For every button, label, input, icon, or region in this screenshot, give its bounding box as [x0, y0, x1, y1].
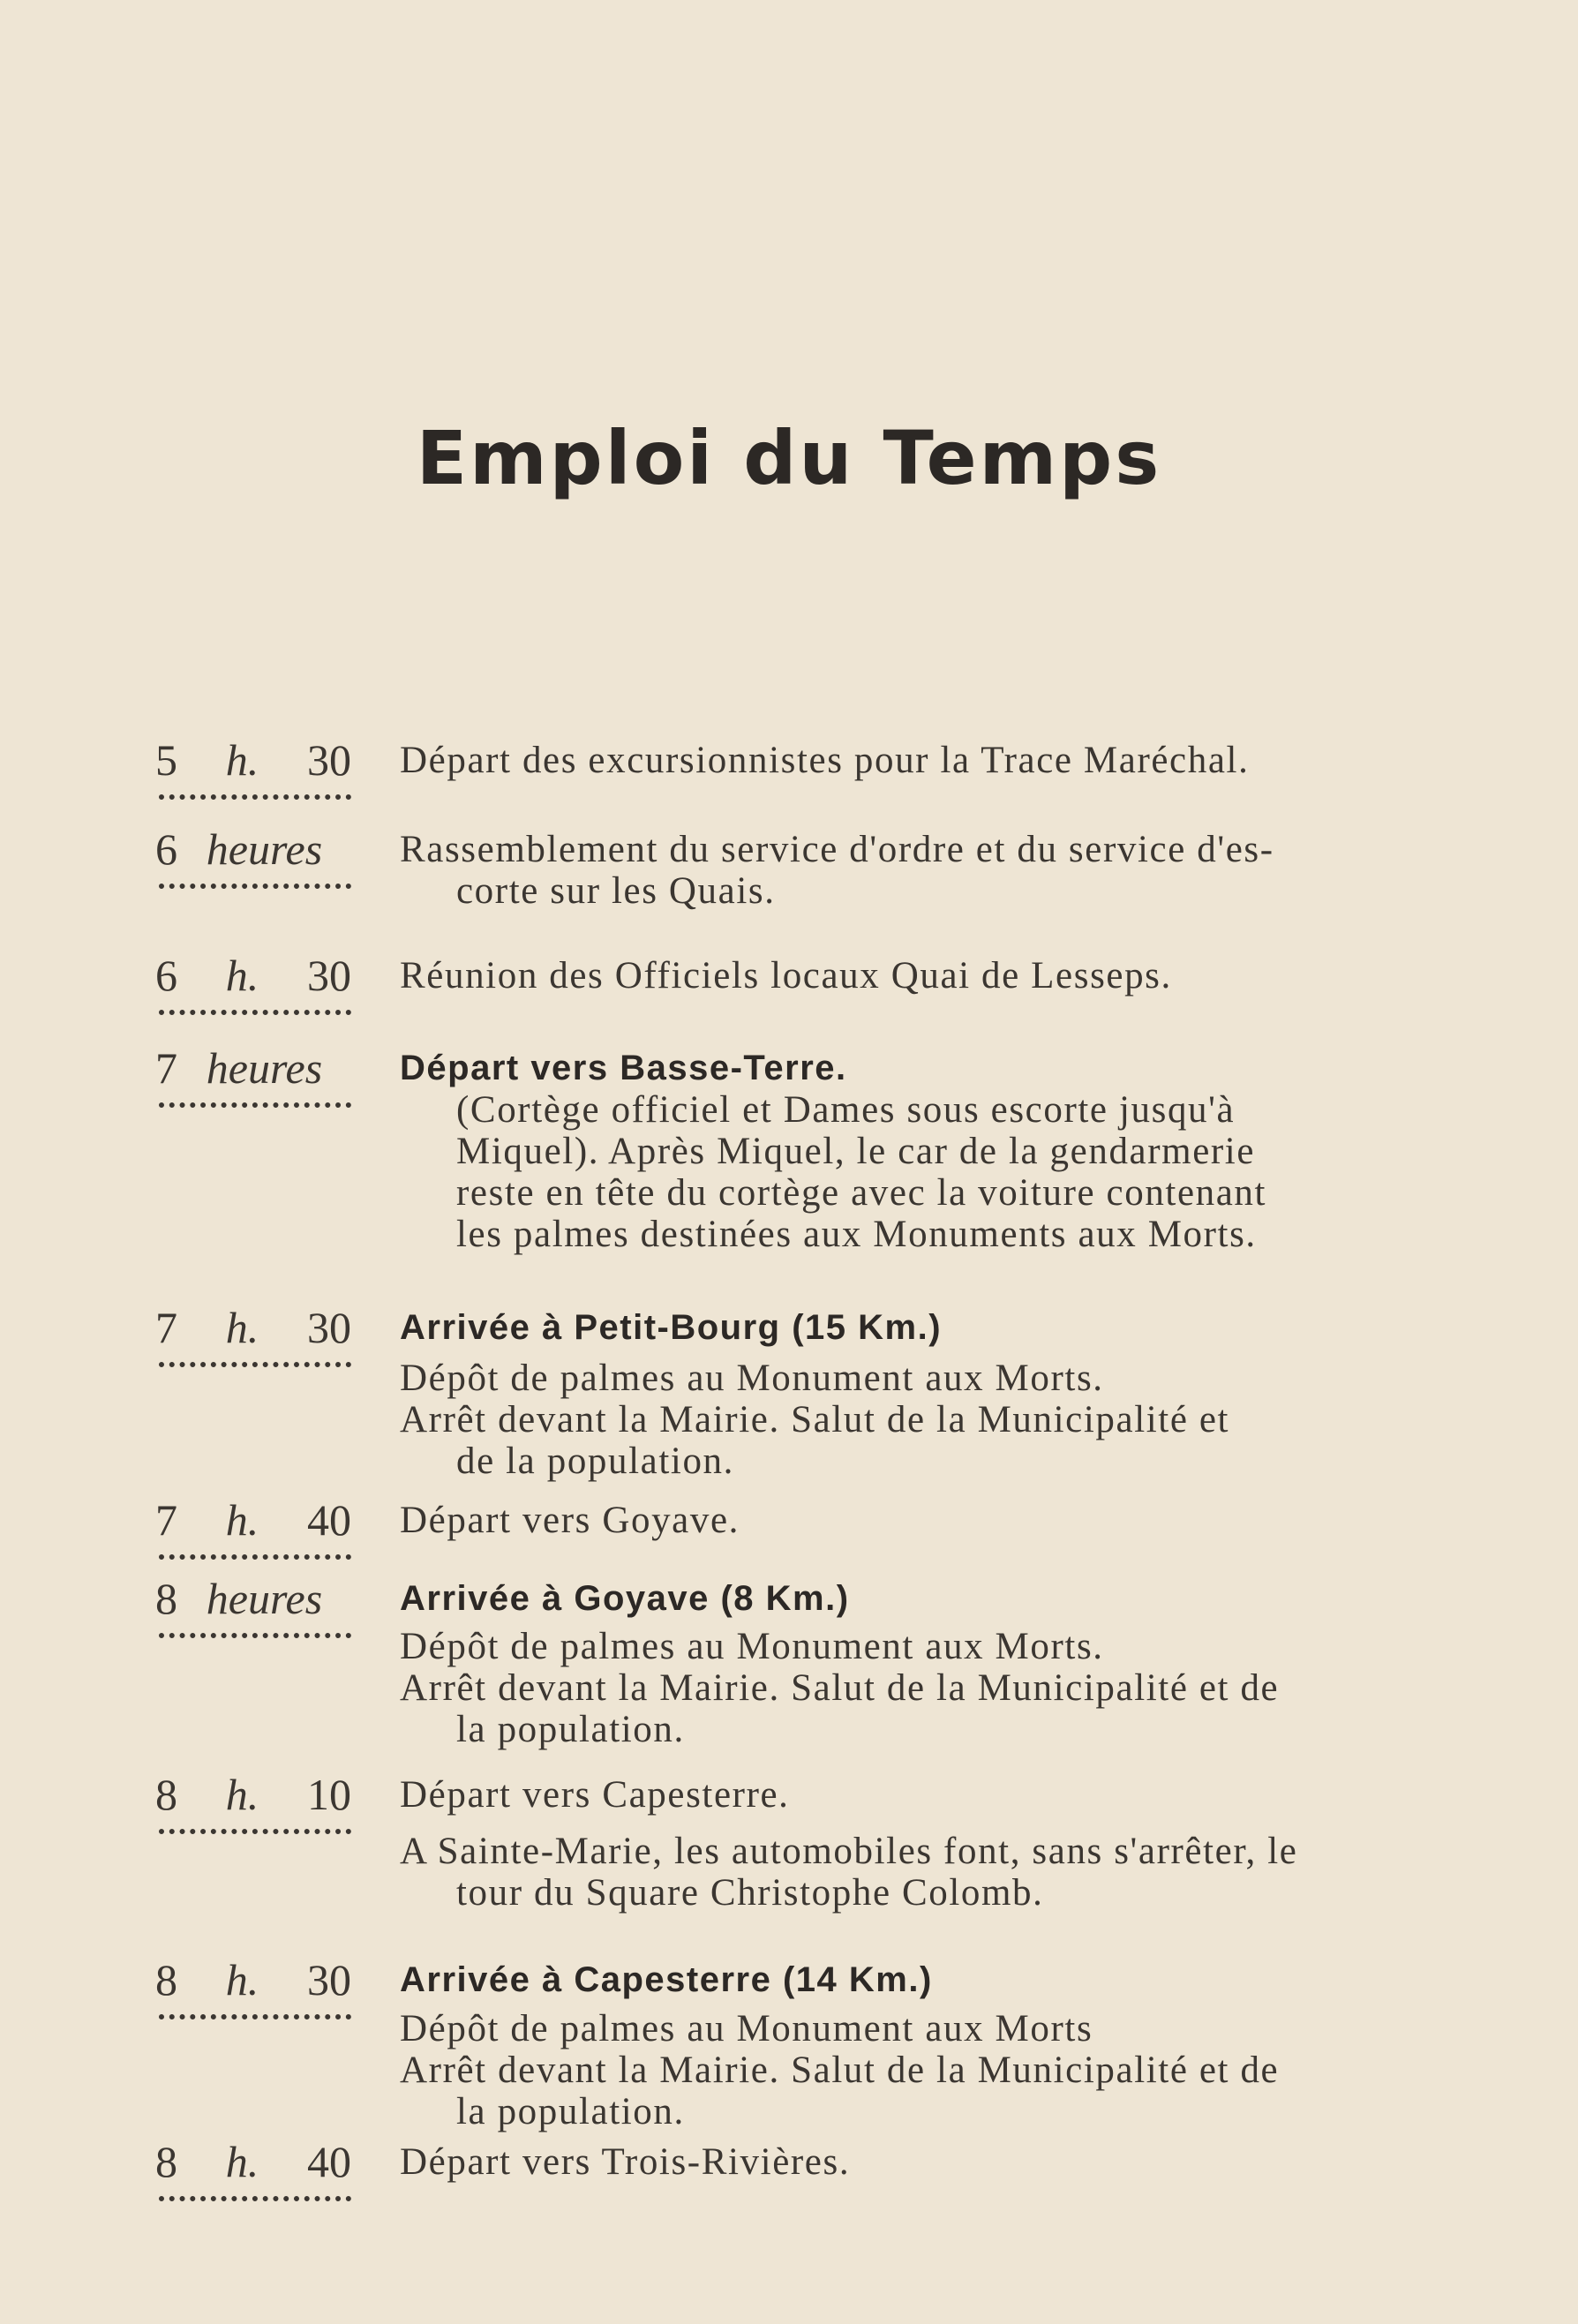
hour: 8: [155, 2137, 177, 2186]
text-line: A Sainte-Marie, les automobiles font, sans s'arrêter, le: [400, 1831, 1298, 1872]
text-line: Dépôt de palmes au Monument aux Morts: [400, 2008, 1093, 2049]
text-line: reste en tête du cortège avec la voiture contenant: [456, 1172, 1267, 1214]
hour: 8: [155, 1574, 177, 1623]
entry-heading: Départ vers Basse-Terre.: [400, 1049, 847, 1087]
unit: h.: [225, 2137, 259, 2186]
hour: 6: [155, 824, 177, 874]
unit: h.: [225, 1770, 259, 1819]
time-label: [155, 2137, 351, 2186]
dotted-rule: [159, 884, 351, 889]
time-label: [155, 1574, 351, 1623]
time-label: [155, 1955, 351, 2004]
hour: 8: [155, 1955, 177, 2004]
dotted-rule: [159, 2014, 351, 2019]
entry-text: [400, 829, 1371, 912]
dotted-rule: [159, 1362, 351, 1367]
unit: heures: [206, 824, 323, 874]
entry-text: [400, 1774, 1371, 1914]
text-line: Rassemblement du service d'ordre et du service d'es-: [400, 829, 1274, 870]
text-line: les palmes destinées aux Monuments aux Morts.: [456, 1214, 1257, 1255]
minutes: 10: [307, 1770, 351, 1819]
text-line: Arrêt devant la Mairie. Salut de la Municipalité et de: [400, 2049, 1280, 2091]
time-label: [155, 1770, 351, 1819]
entry-text: [400, 1048, 1371, 1255]
entry-text: [400, 955, 1371, 997]
entry-text: [400, 1307, 1371, 1482]
text-line: Miquel). Après Miquel, le car de la gendarmerie: [456, 1131, 1256, 1172]
text-line: Dépôt de palmes au Monument aux Morts.: [400, 1358, 1104, 1399]
text-line: Arrêt devant la Mairie. Salut de la Municipalité et de: [400, 1667, 1280, 1709]
unit: h.: [225, 1955, 259, 2004]
text-line: (Cortège officiel et Dames sous escorte jusqu'à: [456, 1089, 1236, 1131]
hour: 6: [155, 951, 177, 1000]
hour: 8: [155, 1770, 177, 1819]
unit: heures: [206, 1043, 323, 1093]
dotted-rule: [159, 2196, 351, 2201]
page-title: Emploi du Temps: [416, 415, 1162, 501]
unit: h.: [225, 1495, 259, 1545]
dotted-rule: [159, 1633, 351, 1638]
text-line: la population.: [456, 1709, 685, 1750]
text-line: la population.: [456, 2091, 685, 2132]
minutes: 40: [307, 2137, 351, 2186]
text-line: Départ des excursionnistes pour la Trace Maréchal.: [400, 740, 1250, 781]
text-line: de la population.: [456, 1440, 734, 1482]
minutes: 30: [307, 735, 351, 785]
entry-text: [400, 740, 1371, 781]
minutes: 30: [307, 1955, 351, 2004]
dotted-rule: [159, 1554, 351, 1560]
entry-text: [400, 1500, 1371, 1541]
dotted-rule: [159, 794, 351, 800]
entry-heading: Arrivée à Petit-Bourg (15 Km.): [400, 1308, 943, 1347]
dotted-rule: [159, 1829, 351, 1834]
hour: 7: [155, 1303, 177, 1352]
text-line: Arrêt devant la Mairie. Salut de la Municipalité et: [400, 1399, 1230, 1440]
unit: h.: [225, 735, 259, 785]
unit: heures: [206, 1574, 323, 1623]
text-line: corte sur les Quais.: [456, 870, 776, 912]
time-label: [155, 1043, 351, 1093]
time-label: [155, 951, 351, 1000]
minutes: 40: [307, 1495, 351, 1545]
hour: 7: [155, 1043, 177, 1093]
entry-text: [400, 1578, 1371, 1750]
minutes: 30: [307, 1303, 351, 1352]
hour: 5: [155, 735, 177, 785]
dotted-rule: [159, 1102, 351, 1108]
text-line: tour du Square Christophe Colomb.: [456, 1872, 1044, 1914]
entry-heading: Arrivée à Goyave (8 Km.): [400, 1579, 850, 1618]
entry-text: [400, 1959, 1371, 2132]
unit: h.: [225, 1303, 259, 1352]
text-line: Départ vers Trois-Rivières.: [400, 2141, 851, 2183]
text-line: Dépôt de palmes au Monument aux Morts.: [400, 1626, 1104, 1667]
dotted-rule: [159, 1010, 351, 1015]
time-label: [155, 1495, 351, 1545]
time-label: [155, 824, 351, 874]
time-label: [155, 735, 351, 785]
time-label: [155, 1303, 351, 1352]
hour: 7: [155, 1495, 177, 1545]
text-line: Départ vers Capesterre.: [400, 1774, 790, 1816]
minutes: 30: [307, 951, 351, 1000]
text-line: Réunion des Officiels locaux Quai de Lesseps.: [400, 955, 1172, 997]
text-line: Départ vers Goyave.: [400, 1500, 740, 1541]
entry-heading: Arrivée à Capesterre (14 Km.): [400, 1960, 933, 1999]
entry-text: [400, 2141, 1371, 2183]
unit: h.: [225, 951, 259, 1000]
